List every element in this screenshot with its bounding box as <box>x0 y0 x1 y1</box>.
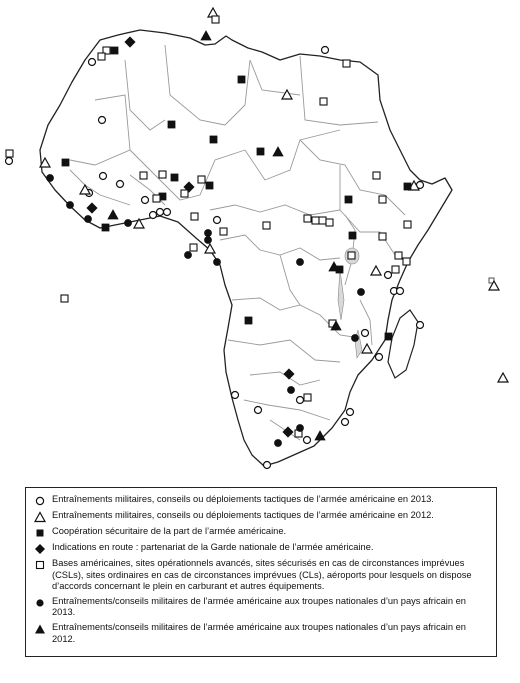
legend-item-triangle-filled <box>34 622 488 645</box>
triangle-open-icon <box>34 511 48 523</box>
marker-square-open <box>61 295 68 302</box>
marker-square-open <box>348 252 355 259</box>
legend-text: Coopération sécuritaire de la part de l’armée américaine. <box>52 526 287 536</box>
diamond-filled-icon <box>34 543 48 555</box>
marker-circle-filled <box>288 387 295 394</box>
marker-circle-open <box>214 217 221 224</box>
triangle-filled-icon <box>34 623 48 635</box>
marker-square-filled <box>168 121 175 128</box>
marker-square-open <box>320 98 327 105</box>
legend-item-square-filled <box>34 526 488 539</box>
marker-square-open <box>181 190 188 197</box>
marker-square-open <box>220 228 227 235</box>
marker-square-open <box>379 196 386 203</box>
marker-circle-filled <box>67 202 74 209</box>
legend-item-square-open <box>34 558 488 593</box>
marker-square-open <box>153 195 160 202</box>
marker-circle-open <box>347 409 354 416</box>
marker-circle-open <box>89 59 96 66</box>
marker-circle-open <box>255 407 262 414</box>
marker-circle-open <box>142 197 149 204</box>
marker-square-filled <box>245 317 252 324</box>
legend-item-triangle-open <box>34 510 488 523</box>
circle-filled-icon <box>34 597 48 609</box>
marker-circle-open <box>6 158 13 165</box>
marker-square-open <box>159 171 166 178</box>
marker-square-open <box>304 394 311 401</box>
marker-circle-open <box>264 462 271 469</box>
marker-square-open <box>6 150 13 157</box>
legend-text: Bases américaines, sites opérationnels avancés, sites sécurisés en cas de circonstances imprévues (CSLs), sites ordinaires en cas de circonstances imprévues (CLs), aéroports pour lesquels on dispose d’accords concernant le plein en carburant et autres équipements. <box>52 558 472 592</box>
marker-square-open <box>319 217 326 224</box>
marker-circle-filled <box>125 220 132 227</box>
marker-square-filled <box>238 76 245 83</box>
marker-square-filled <box>345 196 352 203</box>
marker-square-filled <box>62 159 69 166</box>
legend-text: Entraînements/conseils militaires de l’armée américaine aux troupes nationales d’un pays africain en 2013. <box>52 595 466 618</box>
marker-circle-open <box>397 288 404 295</box>
marker-circle-open <box>164 209 171 216</box>
marker-square-open <box>379 233 386 240</box>
marker-square-open <box>190 244 197 251</box>
legend-text: Entraînements/conseils militaires de l’armée américaine aux troupes nationales d’un pays africain en 2012. <box>52 621 466 644</box>
marker-circle-filled <box>205 230 212 237</box>
marker-circle-open <box>342 419 349 426</box>
marker-triangle-open <box>498 373 508 382</box>
marker-square-open <box>373 172 380 179</box>
marker-circle-open <box>99 117 106 124</box>
marker-square-open <box>403 258 410 265</box>
marker-square-open <box>198 176 205 183</box>
marker-square-open <box>312 217 319 224</box>
marker-circle-filled <box>275 440 282 447</box>
marker-circle-filled <box>358 289 365 296</box>
marker-circle-open <box>100 173 107 180</box>
marker-square-open <box>98 53 105 60</box>
madagascar-outline <box>388 310 418 378</box>
marker-square-filled <box>404 183 411 190</box>
marker-circle-open <box>157 209 164 216</box>
legend-item-diamond-filled <box>34 542 488 555</box>
marker-circle-filled <box>297 259 304 266</box>
legend-item-circle-filled <box>34 596 488 619</box>
marker-square-filled <box>385 333 392 340</box>
marker-circle-filled <box>47 175 54 182</box>
marker-circle-open <box>150 212 157 219</box>
marker-square-open <box>263 222 270 229</box>
marker-square-filled <box>257 148 264 155</box>
marker-square-open <box>191 213 198 220</box>
marker-square-open <box>304 215 311 222</box>
marker-square-open <box>395 252 402 259</box>
square-open-icon <box>34 559 48 571</box>
marker-circle-open <box>232 392 239 399</box>
marker-circle-filled <box>297 425 304 432</box>
marker-circle-open <box>304 437 311 444</box>
marker-circle-filled <box>85 216 92 223</box>
marker-circle-filled <box>352 335 359 342</box>
map-legend <box>25 487 497 657</box>
marker-circle-open <box>297 397 304 404</box>
marker-square-filled <box>206 182 213 189</box>
marker-square-open <box>212 16 219 23</box>
circle-open-icon <box>34 495 48 507</box>
marker-circle-filled <box>185 252 192 259</box>
legend-text: Entraînements militaires, conseils ou déploiements tactiques de l’armée américaine en 2012. <box>52 510 434 520</box>
marker-triangle-filled <box>201 31 211 40</box>
marker-circle-open <box>417 322 424 329</box>
marker-square-open <box>343 60 350 67</box>
marker-square-open <box>404 221 411 228</box>
legend-item-circle-open <box>34 494 488 507</box>
marker-square-filled <box>171 174 178 181</box>
marker-square-open <box>392 266 399 273</box>
marker-square-filled <box>111 47 118 54</box>
square-filled-icon <box>34 527 48 539</box>
marker-square-filled <box>210 136 217 143</box>
marker-square-filled <box>349 232 356 239</box>
marker-circle-filled <box>205 237 212 244</box>
legend-text: Indications en route : partenariat de la Garde nationale de l’armée américaine. <box>52 542 374 552</box>
marker-circle-open <box>376 354 383 361</box>
marker-circle-open <box>322 47 329 54</box>
marker-circle-open <box>117 181 124 188</box>
marker-circle-open <box>385 272 392 279</box>
marker-circle-open <box>362 330 369 337</box>
marker-square-open <box>140 172 147 179</box>
marker-circle-filled <box>214 259 221 266</box>
legend-text: Entraînements militaires, conseils ou déploiements tactiques de l’armée américaine en 2013. <box>52 494 434 504</box>
marker-square-open <box>326 219 333 226</box>
marker-square-filled <box>102 224 109 231</box>
